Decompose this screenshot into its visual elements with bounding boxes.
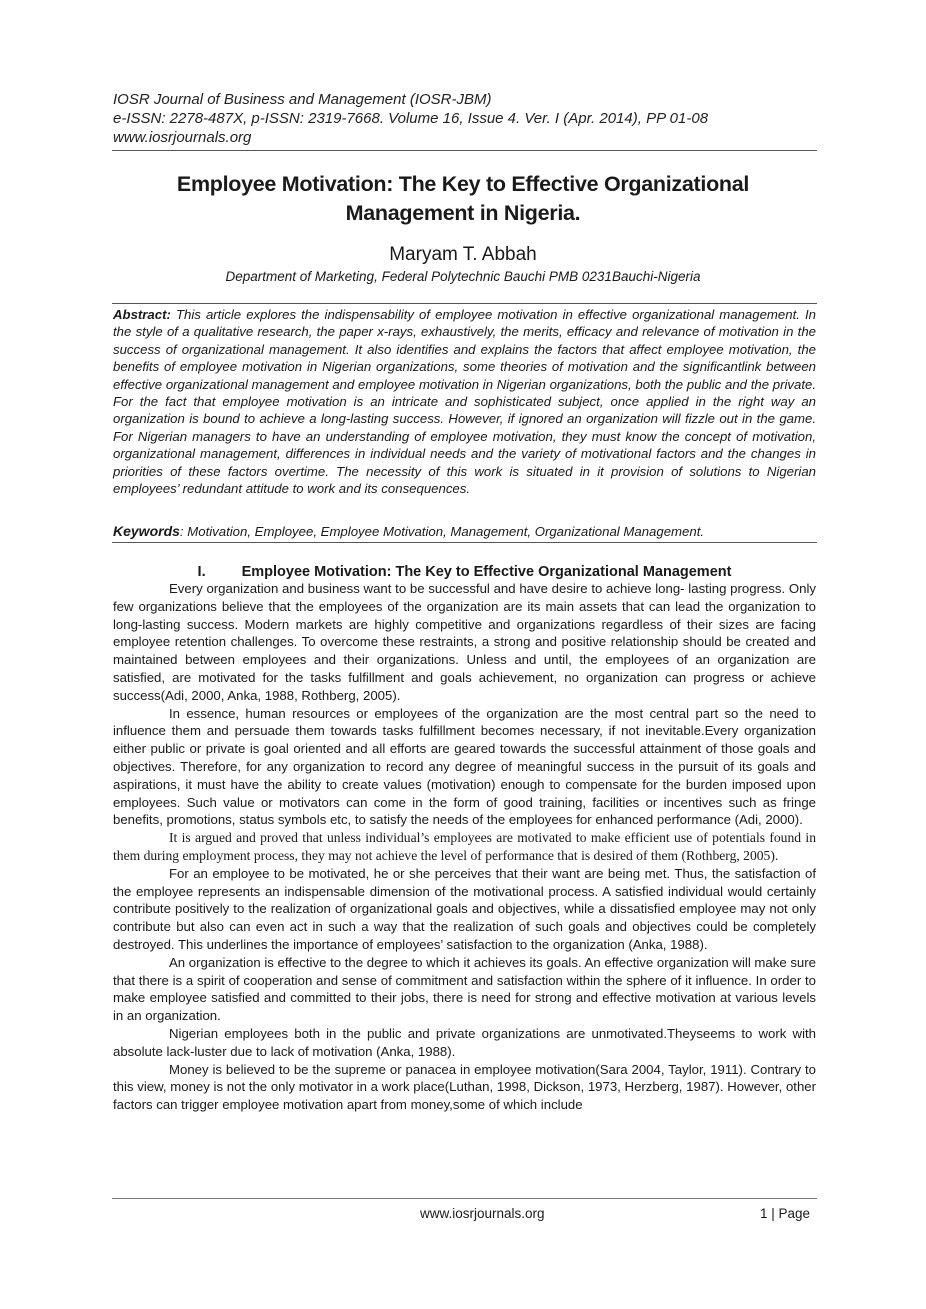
abstract-bottom-divider [112,542,817,543]
footer-website[interactable]: www.iosrjournals.org [420,1206,545,1221]
journal-name: IOSR Journal of Business and Management (IOSR-JBM) [113,91,492,108]
paragraph: An organization is effective to the degree to which it achieves its goals. An effective organization will make sure that there is a spirit of cooperation and sense of commitment and satisfaction within the sphere of it influence. In order to make employee satisfied and committed to their jobs, there is need for strong and effective motivation at various levels in an organization. [113,954,816,1024]
paragraph: Every organization and business want to be successful and have desire to achieve long- lasting progress. Only few organizations believe that the employees of the organization are its main assets that can lead the organization to long-lasting success. Modern markets are highly competitive and organizations regardless of their sizes are facing employee retention challenges. To overcome these restraints, a strong and positive relationship should be created and maintained between employees and their organizations. Unless and until, the employees of an organization are satisfied, are motivated for the tasks fulfillment and goals achievement, no organization can progress or achieve success(Adi, 2000, Anka, 1988, Rothberg, 2005). [113,581,816,703]
journal-issn: e-ISSN: 2278-487X, p-ISSN: 2319-7668. Volume 16, Issue 4. Ver. I (Apr. 2014), PP 01-08 [113,110,709,127]
paragraph: For an employee to be motivated, he or she perceives that their want are being met. Thus, the satisfaction of the employee represents an indispensable dimension of the motivational process. A satisfied individual would certainly contribute positively to the realization of organizational goals and objectives, while a dissatisfied employee may not only contribute but also can even act in such a way that the realization of such goals and objectives could be completely destroyed. This underlines the importance of employees’ satisfaction to the organization (Anka, 1988). [113,865,816,952]
page-number: 1 | Page [760,1206,811,1221]
section-title: Employee Motivation: The Key to Effective Organizational Management [241,564,732,580]
journal-url[interactable]: www.iosrjournals.org [113,129,252,146]
keywords-label: Keywords [113,523,180,539]
author-affiliation: Department of Marketing, Federal Polytechnic Bauchi PMB 0231Bauchi-Nigeria [225,269,701,284]
body-text [113,580,816,1114]
abstract-label: Abstract: [113,307,171,322]
footer-divider [112,1198,817,1199]
abstract [113,306,816,497]
section-heading [113,562,816,582]
section-number: I. [197,564,206,580]
journal-header [113,90,823,147]
author-name: Maryam T. Abbah [389,244,537,265]
abstract-top-divider [112,303,817,304]
keywords [113,522,816,541]
paper-title: Employee Motivation: The Key to Effective Organizational Management in Nigeria. [176,172,750,225]
header-divider [112,150,817,151]
abstract-text: This article explores the indispensability of employee motivation in effective organizational management. In the style of a qualitative research, the paper x-rays, exhaustively, the merits, efficacy and relevance of motivation in the success of organizational management. It also identifies and explains the factors that affect employee motivation, the benefits of employee motivation in Nigerian organizations, some theories of motivation and the significantlink between effective organizational management and employee motivation in Nigerian organizations, both the public and the private. For the fact that employee motivation is an intricate and sophisticated subject, once applied in the right way an organization is bound to achieve a long-lasting success. However, if ignored an organization will fizzle out in the game. For Nigerian managers to have an understanding of employee motivation, they must know the concept of motivation, organizational management, differences in individual needs and the variety of motivational factors and the changes in priorities of these factors overtime. The necessity of this work is situated in it provision of solutions to Nigerian employees’ redundant attitude to work and its consequences. [113,307,816,497]
paragraph: It is argued and proved that unless individual’s employees are motivated to make efficient use of potentials found in them during employment process, they may not achieve the level of performance that is desired of them (Rothberg, 2005). [113,830,816,863]
keywords-text: : Motivation, Employee, Employee Motivation, Management, Organizational Management. [179,524,705,539]
paragraph: Nigerian employees both in the public and private organizations are unmotivated.Theyseems to work with absolute lack-luster due to lack of motivation (Anka, 1988). [113,1025,816,1059]
paragraph: Money is believed to be the supreme or panacea in employee motivation(Sara 2004, Taylor, 1911). Contrary to this view, money is not the only motivator in a work place(Luthan, 1998, Dickson, 1973, Herzberg, 1987). However, other factors can trigger employee motivation apart from money,some of which include [113,1061,816,1113]
paragraph: In essence, human resources or employees of the organization are the most central part so the need to influence them and persuade them towards tasks fulfillment becomes necessary, if not inevitable.Every organization either public or private is goal oriented and all efforts are geared towards the successful attainment of those goals and objectives. Therefore, for any organization to record any degree of meaningful success in the pursuit of its goals and aspirations, it must have the ability to create values (motivation) enough to compensate for the burden imposed upon employees. Such value or motivators can come in the form of good training, facilities or incentives such as fringe benefits, promotions, status symbols etc, to satisfy the needs of the employees for enhanced performance (Adi, 2000). [113,705,816,828]
